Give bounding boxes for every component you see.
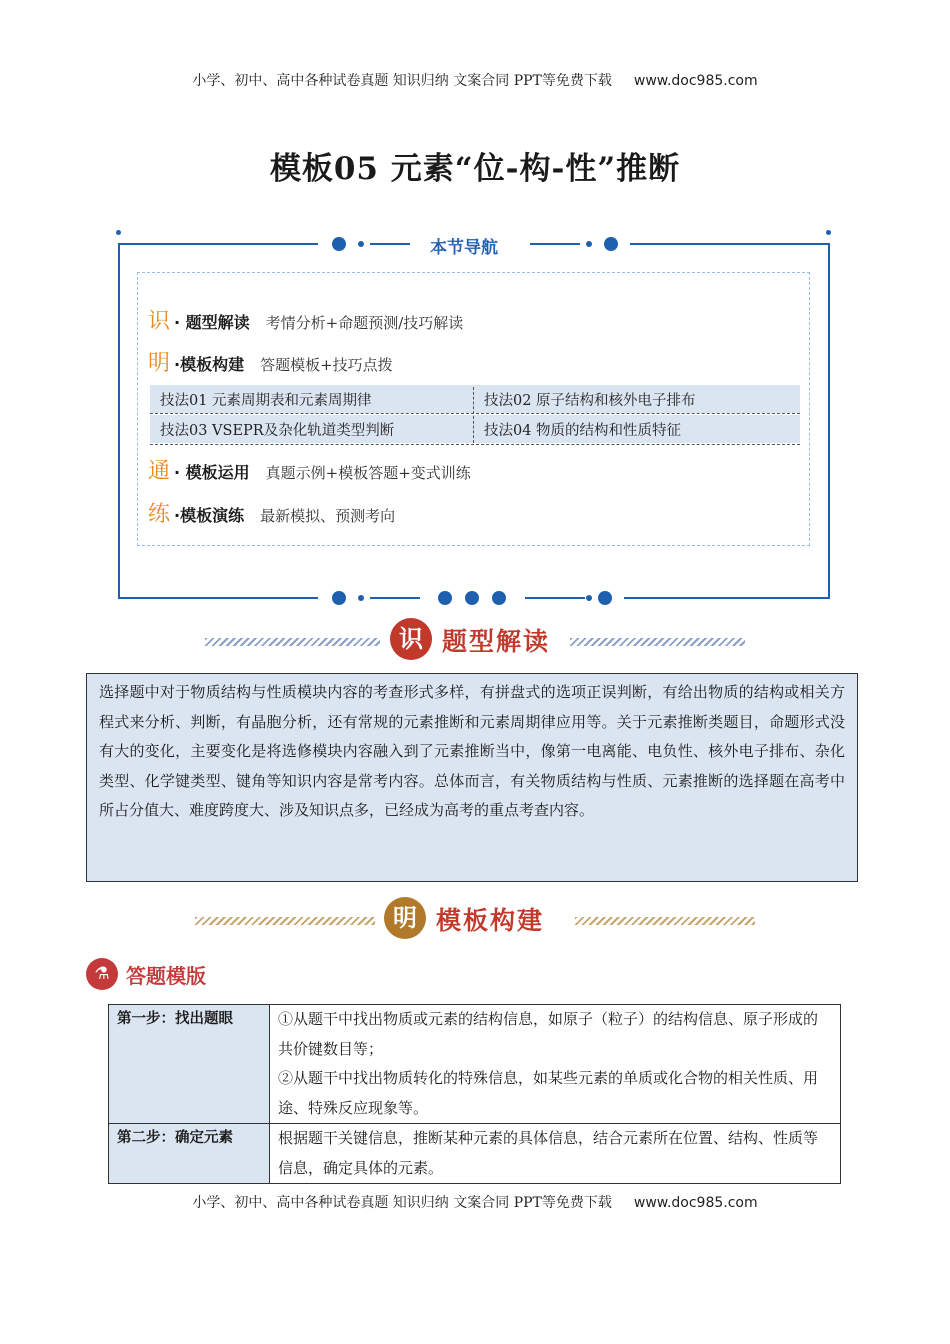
- page-title: 模板05 元素“位-构-性”推断: [269, 151, 681, 187]
- page-footer: [0, 1192, 950, 1212]
- section-stripe-left: [195, 917, 375, 925]
- section-badge-icon: 明: [384, 897, 426, 939]
- nav-title: 本节导航: [430, 238, 498, 258]
- nav-char-2: 明: [148, 351, 171, 376]
- section-stripe-left: [205, 638, 380, 646]
- nav-desc-2: 答题模板+技巧点拨: [260, 356, 393, 374]
- skill-2[interactable]: 技法02 原子结构和核外电子排布: [484, 393, 696, 409]
- flask-icon: ⚗: [86, 958, 118, 990]
- steps-table: [108, 1004, 841, 1184]
- section-stripe-right: [575, 917, 755, 925]
- answer-template-badge: [86, 958, 224, 992]
- step-content: [270, 1005, 841, 1124]
- section-title-1: 题型解读: [442, 627, 551, 656]
- nav-desc-4: 最新模拟、预测考向: [260, 507, 396, 525]
- intro-box: 选择题中对于物质结构与性质模块内容的考查形式多样，有拼盘式的选项正误判断，有给出物质的结构或相关方程式来分析、判断，有晶胞分析，还有常规的元素推断和元素周期律应用等。关于元素推断类题目，命题形式没有大的变化，主要变化是将选修模块内容融入到了元素推断当中，像第一电离能、电负性、核外电子排布、杂化类型、化学键类型、键角等知识内容是常考内容。总体而言，有关物质结构与性质、元素推断的选择题在高考中所占分值大、难度跨度大、涉及知识点多，已经成为高考的重点考查内容。: [86, 673, 858, 882]
- nav-label-3: · 模板运用: [174, 463, 250, 482]
- table-row: [109, 1005, 841, 1124]
- nav-desc-3: 真题示例+模板答题+变式训练: [265, 464, 471, 482]
- skill-3[interactable]: 技法03 VSEPR及杂化轨道类型判断: [160, 423, 395, 439]
- header-url[interactable]: www.doc985.com: [633, 73, 758, 89]
- page-header: [0, 70, 950, 90]
- step-label: 第二步：确定元素: [109, 1124, 270, 1184]
- nav-char-1: 识: [148, 309, 171, 334]
- step-content: [270, 1124, 841, 1184]
- skill-1[interactable]: 技法01 元素周期表和元素周期律: [160, 393, 372, 409]
- nav-row-1[interactable]: [148, 304, 463, 335]
- nav-label-4: ·模板演练: [174, 506, 245, 525]
- nav-row-3[interactable]: [148, 454, 471, 485]
- answer-template-label: 答题模版: [126, 964, 206, 988]
- step-content-line: 根据题干关键信息，推断某种元素的具体信息，结合元素所在位置、结构、性质等信息，确定具体的元素。: [278, 1129, 819, 1177]
- nav-dot-icon: [604, 237, 618, 251]
- footer-url[interactable]: www.doc985.com: [633, 1195, 758, 1211]
- nav-char-3: 通: [148, 459, 171, 484]
- nav-char-4: 练: [148, 502, 171, 527]
- step-content-line: ②从题干中找出物质转化的特殊信息，如某些元素的单质或化合物的相关性质、用途、特殊反应现象等。: [278, 1069, 819, 1117]
- nav-label-1: · 题型解读: [174, 313, 250, 332]
- section-title-2: 模板构建: [436, 906, 545, 935]
- section-stripe-right: [570, 638, 745, 646]
- header-text: 小学、初中、高中各种试卷真题 知识归纳 文案合同 PPT等免费下载: [192, 73, 612, 89]
- nav-label-2: ·模板构建: [174, 355, 245, 374]
- nav-row-4[interactable]: [148, 497, 395, 528]
- nav-dot-icon: [332, 237, 346, 251]
- table-row: [109, 1124, 841, 1184]
- footer-text: 小学、初中、高中各种试卷真题 知识归纳 文案合同 PPT等免费下载: [192, 1195, 612, 1211]
- nav-desc-1: 考情分析+命题预测/技巧解读: [265, 314, 464, 332]
- section-badge-icon: 识: [390, 618, 432, 660]
- skill-4[interactable]: 技法04 物质的结构和性质特征: [484, 423, 682, 439]
- step-label: 第一步：找出题眼: [109, 1005, 270, 1124]
- nav-row-2[interactable]: [148, 346, 393, 377]
- step-content-line: ①从题干中找出物质或元素的结构信息，如原子（粒子）的结构信息、原子形成的共价键数目等；: [278, 1010, 819, 1058]
